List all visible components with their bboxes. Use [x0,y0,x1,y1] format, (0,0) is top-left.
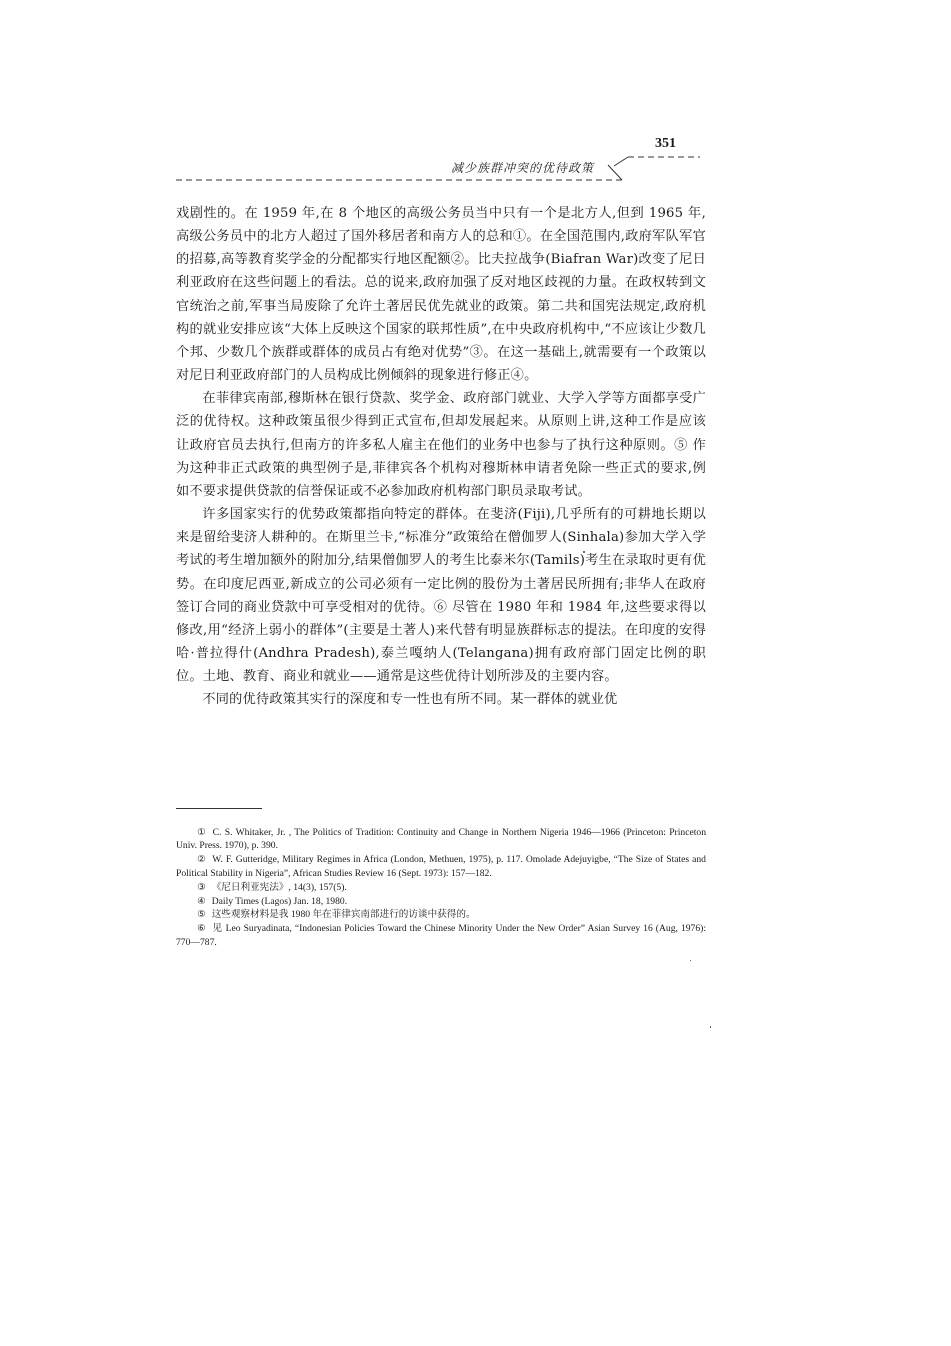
footnote-3 [176,881,706,894]
footnote-mark: ① [197,827,207,838]
footnote-mark: ③ [197,881,206,893]
scan-speck [583,551,585,553]
footnote-mark: ⑥ [197,923,207,935]
body-text [176,202,706,711]
footnote-text: 这些观察材料是我 1980 年在菲律宾南部进行的访谈中获得的。 [211,909,476,921]
footnotes [176,826,706,950]
footnote-4 [176,895,706,908]
footnote-mark: ⑤ [197,909,206,921]
scan-speck [690,960,691,961]
footnote-text: Daily Times (Lagos) Jan. 18, 1980. [211,895,348,907]
footnote-1 [176,826,706,853]
footnote-mark: ② [197,854,207,866]
page-number: 351 [655,136,676,151]
footnote-5 [176,908,706,921]
paragraph-3: 许多国家实行的优势政策都指向特定的群体。在斐济(Fiji),几乎所有的可耕地长期以来是留给斐济人耕种的。在斯里兰卡,“标准分”政策给在僧伽罗人(Sinhala)参加大学入学考试的考生增加额外的附加分,结果僧伽罗人的考生比泰米尔(Tamils)考生在录取时更有优势。在印度尼西亚,新成立的公司必须有一定比例的股份为土著居民所拥有;非华人在政府签订合同的商业贷款中可享受相对的优待。⑥ 尽管在 1980 年和 1984 年,这些要求得以修改,用“经济上弱小的群体”(主要是土著人)来代替有明显族群标志的提法。在印度的安得哈·普拉得什(Andhra Pradesh),泰兰嘎纳人(Telangana)拥有政府部门固定比例的职位。土地、教育、商业和就业——通常是这些优待计划所涉及的主要内容。 [176,507,706,685]
header-dashed-rule [0,0,951,200]
paragraph-4: 不同的优待政策其实行的深度和专一性也有所不同。某一群体的就业优 [202,692,618,708]
paragraph-2: 在菲律宾南部,穆斯林在银行贷款、奖学金、政府部门就业、大学入学等方面都享受广泛的优待权。这种政策虽很少得到正式宣布,但却发展起来。从原则上讲,这种工作是应该让政府官员去执行,但南方的许多私人雇主在他们的业务中也参与了执行这种原则。⑤ 作为这种非正式政策的典型例子是,菲律宾各个机构对穆斯林申请者免除一些正式的要求,例如不要求提供贷款的信誉保证或不必参加政府机构部门职员录取考试。 [176,391,706,499]
footnote-2 [176,853,706,880]
footnote-text: 《尼日利亚宪法》, 14(3), 157(5). [211,881,347,893]
scan-speck [710,1026,711,1028]
running-title: 减少族群冲突的优待政策 [451,161,595,175]
paragraph-1: 戏剧性的。在 1959 年,在 8 个地区的高级公务员当中只有一个是北方人,但到 1965 年,高级公务员中的北方人超过了国外移居者和南方人的总和①。在全国范围内,政府军队军官的招募,高等教育奖学金的分配都实行地区配额②。比夫拉战争(Biafran War)改变了尼日利亚政府在这些问题上的看法。总的说来,政府加强了反对地区歧视的力量。在政权转到文官统治之前,军事当局废除了允许土著居民优先就业的政策。第二共和国宪法规定,政府机构的就业安排应该“大体上反映这个国家的联邦性质”,在中央政府机构中,“不应该让少数几个邦、少数几个族群或群体的成员占有绝对优势”③。在这一基础上,就需要有一个政策以对尼日利亚政府部门的人员构成比例倾斜的现象进行修正④。 [176,206,706,384]
footnote-6 [176,922,706,949]
footnote-separator [176,808,262,809]
footnote-text: C. S. Whitaker, Jr. , The Politics of Tradition: Continuity and Change in Northern Nigeria 1946—1966 (Princeton: Princeton Univ. Press. 1970), p. 390. [176,827,706,852]
footnote-mark: ④ [197,895,206,907]
footnote-text: W. F. Gutteridge, Military Regimes in Africa (London, Methuen, 1975), p. 117. Omolade Adejuyigbe, “The Size of States and Political Stability in Nigeria”, African Studies Review 16 (Sept. 1973): 157—182. [176,854,706,879]
footnote-text: 见 Leo Suryadinata, “Indonesian Policies Toward the Chinese Minority Under the New Order” Asian Survey 16 (Aug, 1976): 770—787. [176,923,706,948]
